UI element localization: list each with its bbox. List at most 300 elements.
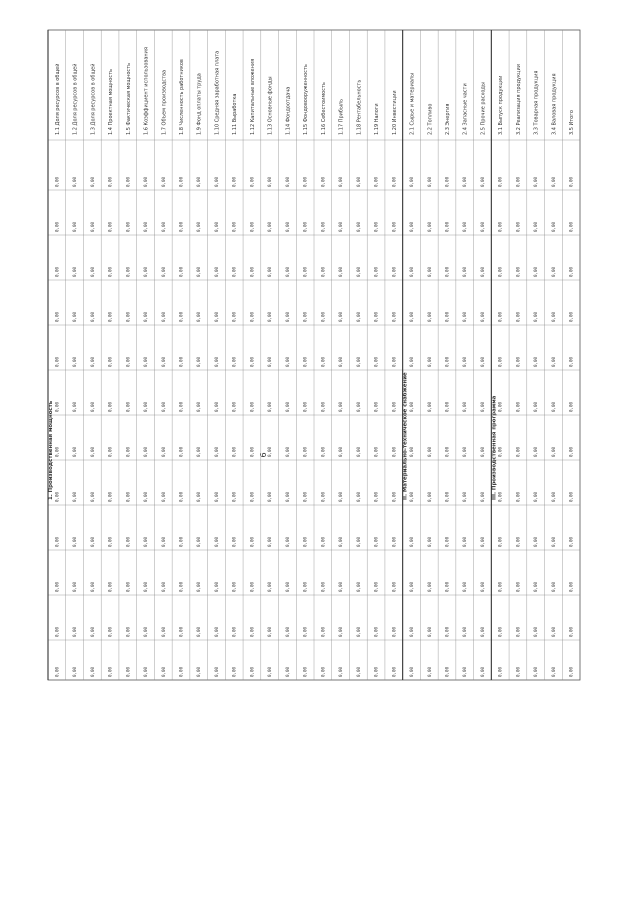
table-cell: 0,00 (302, 491, 308, 502)
table-cell: 0,00 (568, 666, 574, 677)
table-cell: 0,00 (249, 626, 255, 637)
table-cell: 0,00 (160, 666, 166, 677)
table-cell: 0,00 (213, 666, 219, 677)
table-cell: 0,00 (320, 266, 326, 277)
table-cell: 0,00 (444, 311, 450, 322)
table-cell: 0,00 (125, 266, 131, 277)
table-cell: 0,00 (462, 666, 468, 677)
table-cell: 0,00 (72, 176, 78, 187)
table-cell: 0,00 (462, 626, 468, 637)
table-cell: 0,00 (391, 626, 397, 637)
table-cell: 0,00 (196, 311, 202, 322)
table-cell: 0,00 (444, 401, 450, 412)
table-cell: 0,00 (54, 581, 60, 592)
table-cell: 0,00 (54, 536, 60, 547)
table-cell: 0,00 (72, 666, 78, 677)
row-label: 1.12 Капитальные вложения (249, 58, 256, 135)
table-cell: 0,00 (107, 446, 113, 457)
table-cell: 0,00 (391, 266, 397, 277)
table-cell: 0,00 (213, 221, 219, 232)
table-cell: 0,00 (178, 491, 184, 502)
table-cell: 0,00 (302, 446, 308, 457)
table-cell: 0,00 (568, 311, 574, 322)
table-cell: 0,00 (107, 401, 113, 412)
table-cell: 0,00 (160, 626, 166, 637)
table-cell: 0,00 (550, 356, 556, 367)
table-cell: 0,00 (302, 356, 308, 367)
table-cell: 0,00 (409, 581, 415, 592)
table-cell: 0,00 (320, 666, 326, 677)
table-cell: 0,00 (409, 401, 415, 412)
table-cell: 0,00 (267, 266, 273, 277)
table-cell: 0,00 (533, 666, 539, 677)
table-cell: 0,00 (125, 446, 131, 457)
table-cell: 0,00 (231, 176, 237, 187)
table-cell: 0,00 (515, 176, 521, 187)
table-cell: 0,00 (355, 311, 361, 322)
table-cell: 0,00 (125, 491, 131, 502)
table-cell: 0,00 (533, 626, 539, 637)
table-cell: 0,00 (284, 221, 290, 232)
table-cell: 0,00 (426, 626, 432, 637)
table-cell: 0,00 (462, 221, 468, 232)
table-cell: 0,00 (302, 581, 308, 592)
table-cell: 0,00 (462, 401, 468, 412)
table-cell: 0,00 (515, 401, 521, 412)
table-cell: 0,00 (213, 311, 219, 322)
table-cell: 0,00 (196, 401, 202, 412)
table-cell: 0,00 (249, 221, 255, 232)
table-cell: 0,00 (267, 446, 273, 457)
table-cell: 0,00 (338, 666, 344, 677)
table-cell: 0,00 (302, 536, 308, 547)
table-cell: 0,00 (89, 401, 95, 412)
table-cell: 0,00 (89, 536, 95, 547)
row-label: 1.13 Основные фонды (267, 76, 274, 135)
table-cell: 0,00 (355, 176, 361, 187)
section-heading: III. Производственная программа (491, 395, 498, 500)
table-cell: 0,00 (409, 221, 415, 232)
table-cell: 0,00 (302, 311, 308, 322)
table-cell: 0,00 (54, 446, 60, 457)
table-cell: 0,00 (196, 581, 202, 592)
table-cell: 0,00 (125, 626, 131, 637)
table-cell: 0,00 (267, 176, 273, 187)
row-label: 2.4 Запасные части (462, 83, 469, 135)
table-cell: 0,00 (302, 401, 308, 412)
table-cell: 0,00 (515, 221, 521, 232)
table-cell: 0,00 (409, 356, 415, 367)
table-cell: 0,00 (231, 356, 237, 367)
table-cell: 0,00 (196, 356, 202, 367)
table-cell: 0,00 (231, 626, 237, 637)
table-cell: 0,00 (160, 311, 166, 322)
table-cell: 0,00 (338, 356, 344, 367)
table-cell: 0,00 (249, 536, 255, 547)
table-cell: 0,00 (391, 446, 397, 457)
table-cell: 0,00 (249, 266, 255, 277)
table-cell: 0,00 (231, 446, 237, 457)
table-cell: 0,00 (426, 176, 432, 187)
table-cell: 0,00 (89, 446, 95, 457)
table-cell: 0,00 (462, 356, 468, 367)
table-cell: 0,00 (302, 221, 308, 232)
table-cell: 0,00 (196, 491, 202, 502)
table-cell: 0,00 (479, 626, 485, 637)
table-cell: 0,00 (515, 446, 521, 457)
table-cell: 0,00 (267, 666, 273, 677)
table-cell: 0,00 (515, 581, 521, 592)
table-cell: 0,00 (426, 581, 432, 592)
table-cell: 0,00 (497, 581, 503, 592)
table-cell: 0,00 (231, 311, 237, 322)
row-label: 1.16 Себестоимость (320, 82, 327, 135)
table-cell: 0,00 (213, 176, 219, 187)
table-cell: 0,00 (462, 311, 468, 322)
table-cell: 0,00 (338, 446, 344, 457)
table-cell: 0,00 (373, 266, 379, 277)
table-cell: 0,00 (515, 626, 521, 637)
table-cell: 0,00 (391, 666, 397, 677)
table-cell: 0,00 (196, 626, 202, 637)
table-cell: 0,00 (178, 401, 184, 412)
table-cell: 0,00 (409, 626, 415, 637)
table-cell: 0,00 (267, 626, 273, 637)
table-cell: 0,00 (426, 266, 432, 277)
table-cell: 0,00 (338, 626, 344, 637)
table-cell: 0,00 (89, 311, 95, 322)
table-cell: 0,00 (533, 356, 539, 367)
table-cell: 0,00 (355, 401, 361, 412)
table-cell: 0,00 (533, 221, 539, 232)
table-cell: 0,00 (550, 401, 556, 412)
table-cell: 0,00 (249, 176, 255, 187)
table-cell: 0,00 (54, 311, 60, 322)
table-cell: 0,00 (249, 491, 255, 502)
row-label: 1.18 Рентабельность (356, 79, 363, 135)
table-cell: 0,00 (160, 446, 166, 457)
table-cell: 0,00 (143, 536, 149, 547)
table-cell: 0,00 (373, 311, 379, 322)
table-cell: 0,00 (391, 581, 397, 592)
table-cell: 0,00 (462, 536, 468, 547)
table-cell: 0,00 (515, 266, 521, 277)
table-cell: 0,00 (391, 176, 397, 187)
row-label: 1.5 Фактическая мощность (125, 62, 132, 135)
table-cell: 0,00 (54, 666, 60, 677)
table-cell: 0,00 (444, 221, 450, 232)
table-cell: 0,00 (89, 581, 95, 592)
table-cell: 0,00 (89, 356, 95, 367)
table-cell: 0,00 (409, 446, 415, 457)
row-label: 3.2 Реализация продукции (515, 64, 522, 135)
table-cell: 0,00 (125, 401, 131, 412)
table-cell: 0,00 (479, 221, 485, 232)
table-cell: 0,00 (196, 446, 202, 457)
table-cell: 0,00 (338, 221, 344, 232)
table-cell: 0,00 (72, 266, 78, 277)
table-cell: 0,00 (444, 356, 450, 367)
table-cell: 0,00 (568, 626, 574, 637)
table-cell: 0,00 (160, 401, 166, 412)
table-cell: 0,00 (107, 626, 113, 637)
table-cell: 0,00 (231, 666, 237, 677)
table-cell: 0,00 (54, 491, 60, 502)
table-cell: 0,00 (462, 176, 468, 187)
table-cell: 0,00 (213, 446, 219, 457)
table-cell: 0,00 (550, 626, 556, 637)
table-cell: 0,00 (373, 491, 379, 502)
table-cell: 0,00 (213, 266, 219, 277)
table-cell: 0,00 (320, 401, 326, 412)
table-cell: 0,00 (125, 176, 131, 187)
table-cell: 0,00 (89, 266, 95, 277)
table-cell: 0,00 (107, 491, 113, 502)
table-cell: 0,00 (479, 356, 485, 367)
table-cell: 0,00 (107, 266, 113, 277)
page-number: 6 (259, 452, 268, 458)
table-cell: 0,00 (497, 536, 503, 547)
table-cell: 0,00 (355, 581, 361, 592)
table-cell: 0,00 (302, 626, 308, 637)
table-cell: 0,00 (54, 266, 60, 277)
table-cell: 0,00 (143, 311, 149, 322)
row-label: 1.19 Налоги (374, 103, 381, 135)
table-cell: 0,00 (338, 536, 344, 547)
table-cell: 0,00 (320, 221, 326, 232)
table-cell: 0,00 (550, 536, 556, 547)
table-cell: 0,00 (426, 311, 432, 322)
table-cell: 0,00 (107, 311, 113, 322)
table-cell: 0,00 (54, 356, 60, 367)
row-label: 2.2 Топливо (427, 103, 434, 135)
table-cell: 0,00 (284, 266, 290, 277)
table-cell: 0,00 (320, 626, 326, 637)
table-cell: 0,00 (479, 266, 485, 277)
table-cell: 0,00 (355, 221, 361, 232)
table-cell: 0,00 (550, 311, 556, 322)
row-label: 1.8 Численность работников (179, 59, 185, 135)
table-cell: 0,00 (320, 581, 326, 592)
table-cell: 0,00 (409, 666, 415, 677)
table-cell: 0,00 (267, 356, 273, 367)
row-label: 1.3 Доля ресурсов в общей (90, 63, 97, 136)
table-cell: 0,00 (568, 536, 574, 547)
table-cell: 0,00 (160, 581, 166, 592)
table-cell: 0,00 (444, 666, 450, 677)
table-cell: 0,00 (409, 266, 415, 277)
table-cell: 0,00 (231, 581, 237, 592)
table-cell: 0,00 (213, 626, 219, 637)
table-cell: 0,00 (231, 266, 237, 277)
table-cell: 0,00 (89, 626, 95, 637)
table-cell: 0,00 (249, 446, 255, 457)
table-cell: 0,00 (320, 491, 326, 502)
table-cell: 0,00 (444, 266, 450, 277)
table-cell: 0,00 (72, 401, 78, 412)
table-cell: 0,00 (160, 491, 166, 502)
table-cell: 0,00 (249, 666, 255, 677)
table-cell: 0,00 (107, 356, 113, 367)
table-cell: 0,00 (125, 536, 131, 547)
table-cell: 0,00 (284, 581, 290, 592)
table-cell: 0,00 (568, 446, 574, 457)
table-cell: 0,00 (213, 356, 219, 367)
table-cell: 0,00 (107, 536, 113, 547)
row-label: 1.14 Фондоотдача (285, 86, 292, 135)
table-cell: 0,00 (479, 581, 485, 592)
table-cell: 0,00 (72, 536, 78, 547)
row-label: 1.10 Средняя заработная плата (214, 50, 221, 135)
table-cell: 0,00 (479, 491, 485, 502)
row-label: 1.15 Фондовооруженность (303, 64, 310, 135)
table-cell: 0,00 (143, 176, 149, 187)
table-cell: 0,00 (178, 176, 184, 187)
table-cell: 0,00 (479, 311, 485, 322)
table-cell: 0,00 (249, 356, 255, 367)
table-cell: 0,00 (497, 666, 503, 677)
table-cell: 0,00 (409, 536, 415, 547)
table-cell: 0,00 (213, 581, 219, 592)
table-cell: 0,00 (267, 221, 273, 232)
row-label: 3.3 Товарная продукция (533, 70, 540, 135)
table-cell: 0,00 (54, 176, 60, 187)
table-cell: 0,00 (338, 581, 344, 592)
table-cell: 0,00 (568, 581, 574, 592)
table-cell: 0,00 (143, 581, 149, 592)
table-cell: 0,00 (444, 446, 450, 457)
table-cell: 0,00 (143, 356, 149, 367)
table-cell: 0,00 (107, 176, 113, 187)
table-cell: 0,00 (533, 581, 539, 592)
table-cell: 0,00 (373, 401, 379, 412)
table-cell: 0,00 (231, 221, 237, 232)
table-cell: 0,00 (373, 176, 379, 187)
table-cell: 0,00 (550, 221, 556, 232)
table-cell: 0,00 (284, 356, 290, 367)
table-cell: 0,00 (409, 311, 415, 322)
table-cell: 0,00 (479, 666, 485, 677)
table-cell: 0,00 (568, 491, 574, 502)
table-cell: 0,00 (355, 666, 361, 677)
table-cell: 0,00 (72, 581, 78, 592)
table-cell: 0,00 (231, 401, 237, 412)
table-cell: 0,00 (213, 536, 219, 547)
table-cell: 0,00 (267, 581, 273, 592)
table-cell: 0,00 (196, 536, 202, 547)
table-cell: 0,00 (568, 176, 574, 187)
table-cell: 0,00 (497, 626, 503, 637)
table-cell: 0,00 (143, 446, 149, 457)
table-cell: 0,00 (231, 491, 237, 502)
table-cell: 0,00 (72, 446, 78, 457)
table-cell: 0,00 (320, 311, 326, 322)
table-cell: 0,00 (72, 491, 78, 502)
table-cell: 0,00 (213, 401, 219, 412)
table-cell: 0,00 (550, 581, 556, 592)
table-cell: 0,00 (89, 221, 95, 232)
table-cell: 0,00 (391, 536, 397, 547)
row-label: 3.5 Итого (569, 110, 576, 135)
table-cell: 0,00 (178, 311, 184, 322)
table-cell: 0,00 (533, 266, 539, 277)
table-cell: 0,00 (249, 581, 255, 592)
table-cell: 0,00 (196, 221, 202, 232)
table-cell: 0,00 (391, 311, 397, 322)
table-cell: 0,00 (125, 311, 131, 322)
table-cell: 0,00 (284, 446, 290, 457)
table-cell: 0,00 (355, 491, 361, 502)
table-cell: 0,00 (568, 356, 574, 367)
table-cell: 0,00 (497, 176, 503, 187)
table-cell: 0,00 (320, 356, 326, 367)
table-cell: 0,00 (160, 536, 166, 547)
table-cell: 0,00 (373, 221, 379, 232)
table-cell: 0,00 (267, 311, 273, 322)
table-cell: 0,00 (444, 581, 450, 592)
row-label: 1.4 Проектная мощность (108, 69, 115, 135)
table-cell: 0,00 (497, 491, 503, 502)
table-cell: 0,00 (72, 221, 78, 232)
table-cell: 0,00 (320, 536, 326, 547)
row-label: 1.7 Объем производства (161, 69, 168, 135)
table-cell: 0,00 (373, 581, 379, 592)
table-cell: 0,00 (267, 401, 273, 412)
row-label: 3.4 Валовая продукция (551, 73, 558, 135)
table-cell: 0,00 (231, 536, 237, 547)
table-cell: 0,00 (568, 401, 574, 412)
table-cell: 0,00 (160, 356, 166, 367)
table-cell: 0,00 (196, 176, 202, 187)
row-label: 1.11 Выработка (232, 93, 239, 135)
section-heading: II. Материально-техническое снабжение (402, 372, 409, 500)
table-cell: 0,00 (249, 401, 255, 412)
table-cell: 0,00 (355, 626, 361, 637)
row-label: 2.5 Прочие расходы (480, 82, 487, 135)
table-cell: 0,00 (107, 221, 113, 232)
row-label: 1.2 Доля ресурсов в общей (72, 63, 79, 135)
table-cell: 0,00 (178, 536, 184, 547)
table-cell: 0,00 (515, 666, 521, 677)
table-cell: 0,00 (320, 446, 326, 457)
table-cell: 0,00 (462, 581, 468, 592)
table-cell: 0,00 (515, 491, 521, 502)
table-cell: 0,00 (178, 446, 184, 457)
table-cell: 0,00 (213, 491, 219, 502)
table-cell: 0,00 (533, 491, 539, 502)
table-cell: 0,00 (178, 221, 184, 232)
table-cell: 0,00 (391, 491, 397, 502)
table-cell: 0,00 (426, 221, 432, 232)
table-cell: 0,00 (373, 446, 379, 457)
table-cell: 0,00 (373, 666, 379, 677)
row-label: 1.17 Прибыль (338, 98, 345, 135)
table-cell: 0,00 (515, 311, 521, 322)
table-cell: 0,00 (550, 491, 556, 502)
table-cell: 0,00 (426, 491, 432, 502)
table-cell: 0,00 (143, 491, 149, 502)
table-cell: 0,00 (462, 491, 468, 502)
table-cell: 0,00 (515, 356, 521, 367)
table-cell: 0,00 (533, 176, 539, 187)
table-cell: 0,00 (72, 356, 78, 367)
table-cell: 0,00 (391, 221, 397, 232)
table-cell: 0,00 (125, 666, 131, 677)
table-cell: 0,00 (284, 176, 290, 187)
table-cell: 0,00 (409, 491, 415, 502)
row-label: 1.9 Фонд оплаты труда (196, 73, 203, 135)
table-cell: 0,00 (497, 221, 503, 232)
